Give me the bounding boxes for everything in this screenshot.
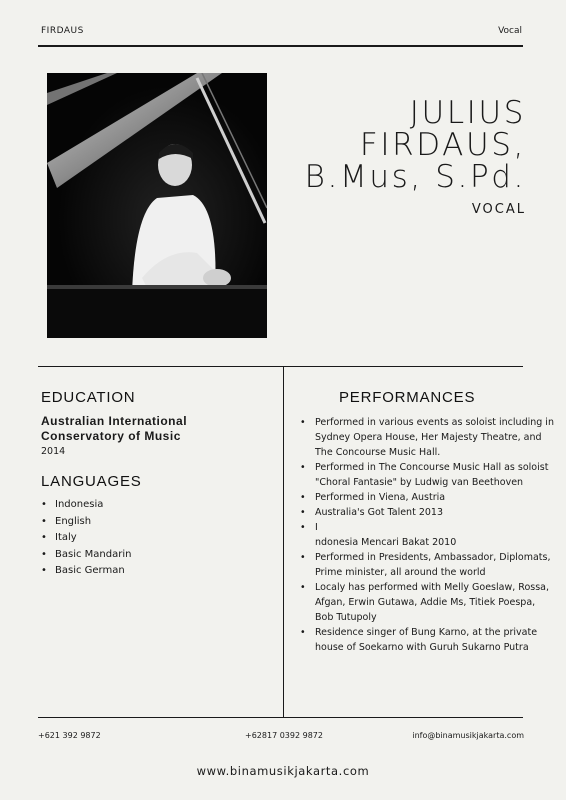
list-item: • Performed in The Concourse Music Hall as soloist "Choral Fantasie" by Ludwig van Beethoven [300, 460, 556, 490]
list-item: • Performed in Viena, Austria [300, 490, 556, 505]
footer-phone-2: +62817 0392 9872 [245, 731, 323, 740]
footer-divider [38, 717, 523, 718]
website-link[interactable]: www.binamusikjakarta.com [196, 764, 370, 778]
header-category: Vocal [498, 26, 522, 36]
header-divider [38, 45, 523, 47]
list-item: • Localy has performed with Melly Goeslaw, Rossa, Afgan, Erwin Gutawa, Addie Ms, Titiek Poespa, Bob Tutupoly [300, 580, 556, 625]
list-item: • Italy [41, 530, 131, 547]
education-title: EDUCATION [41, 389, 136, 406]
list-item: • Performed in various events as soloist including in Sydney Opera House, Her Majesty Theatre, and The Concourse Music Hall. [300, 415, 556, 460]
name-line-2: FIRDAUS, [359, 127, 526, 163]
list-item: • Residence singer of Bung Karno, at the private house of Soekarno with Guruh Sukarno Putra [300, 625, 556, 655]
list-item-continuation: ndonesia Mencari Bakat 2010 [315, 537, 457, 548]
list-item: • I [300, 520, 556, 535]
section-divider [38, 366, 523, 367]
list-item: • Australia's Got Talent 2013 [300, 505, 556, 520]
list-item: • Basic Mandarin [41, 547, 131, 564]
performer-discipline: VOCAL [471, 202, 526, 217]
header-brand: FIRDAUS [41, 26, 84, 36]
footer-email-link[interactable]: info@binamusikjakarta.com [412, 731, 524, 740]
list-item: • Indonesia [41, 497, 131, 514]
list-item: • Basic German [41, 563, 131, 580]
performances-list [300, 415, 556, 655]
performer-name [305, 97, 526, 193]
education-school: Australian International Conservatory of Music [41, 414, 188, 443]
education-year: 2014 [41, 446, 66, 457]
list-item: • English [41, 514, 131, 531]
footer-phone-1: +621 392 9872 [38, 731, 101, 740]
portrait-photo [47, 73, 267, 338]
languages-list [41, 497, 131, 580]
column-divider [283, 366, 284, 717]
list-item: • Performed in Presidents, Ambassador, Diplomats, Prime minister, all around the world [300, 550, 556, 580]
performances-title: PERFORMANCES [339, 389, 476, 406]
name-line-1: JULIUS [409, 95, 526, 131]
name-line-3: B.Mus, S.Pd. [304, 159, 526, 195]
languages-title: LANGUAGES [41, 473, 142, 490]
